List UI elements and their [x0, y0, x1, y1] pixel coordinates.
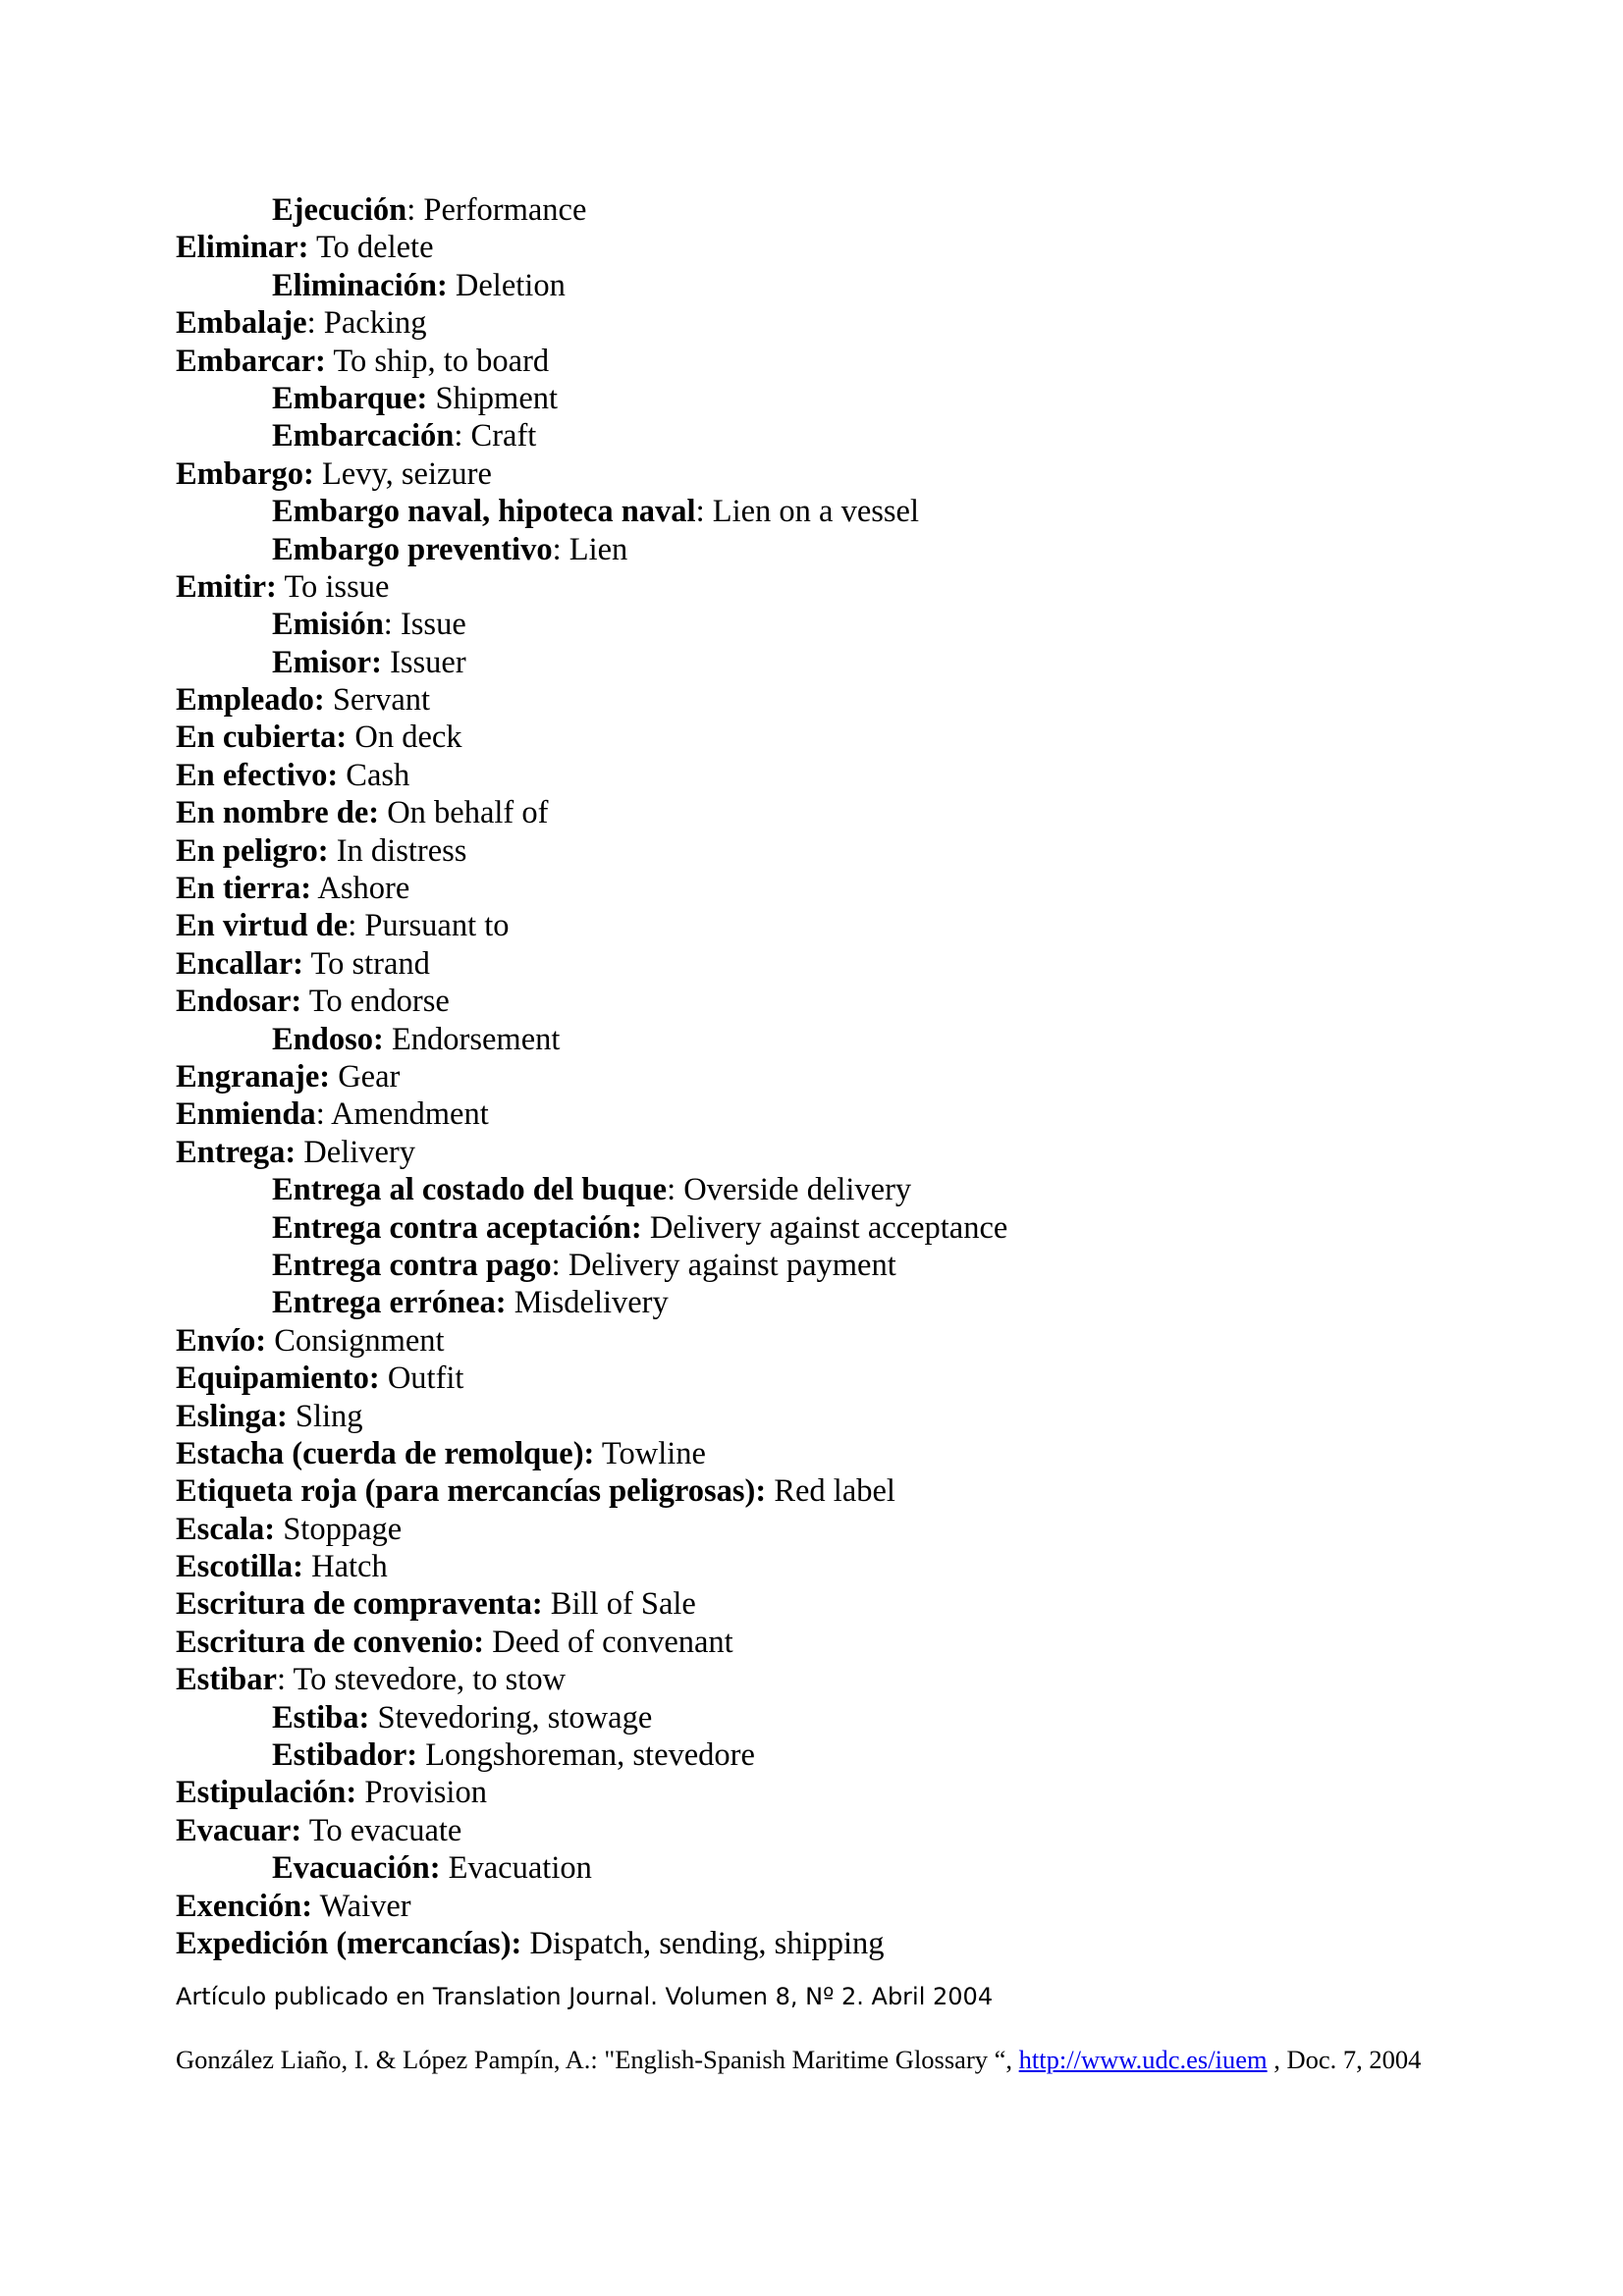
entry-separator: : — [695, 494, 713, 530]
entry-separator — [303, 946, 311, 982]
glossary-entry — [176, 1624, 1452, 1661]
entry-separator — [301, 984, 309, 1019]
entry-term: Endoso: — [272, 1021, 384, 1057]
entry-term: Evacuación: — [272, 1850, 441, 1887]
entry-term: Estipulación: — [176, 1775, 357, 1811]
entry-translation: To issue — [284, 568, 390, 605]
entry-term: Entrega contra aceptación: — [272, 1209, 642, 1246]
entry-separator: : — [276, 1662, 294, 1698]
entry-term: Estibar — [176, 1662, 277, 1698]
entry-term: Estibador: — [272, 1737, 418, 1774]
entry-separator — [379, 795, 387, 830]
entry-translation: Stevedoring, stowage — [377, 1699, 653, 1735]
entry-translation: Lien on a vessel — [712, 494, 920, 530]
glossary-entry — [176, 1774, 1452, 1811]
entry-term: En tierra: — [176, 871, 312, 907]
glossary-entry — [176, 1058, 1452, 1095]
entry-term: Eliminar: — [176, 230, 309, 266]
glossary-entry — [176, 1435, 1452, 1472]
entry-translation: Packing — [323, 305, 427, 342]
entry-separator: : — [551, 1247, 568, 1283]
entry-term: Encallar: — [176, 945, 303, 982]
entry-term: Eliminación: — [272, 267, 448, 303]
entry-separator — [301, 1813, 309, 1848]
glossary-subentry — [176, 531, 1452, 568]
entry-term: Emitir: — [176, 568, 277, 605]
glossary-entry — [176, 1360, 1452, 1397]
entry-separator — [642, 1210, 650, 1246]
glossary-entry — [176, 1398, 1452, 1435]
entry-translation: Misdelivery — [514, 1285, 669, 1321]
publication-note: Artículo publicado en Translation Journal. Volumen 8, Nº 2. Abril 2004 — [176, 1983, 994, 2010]
entry-translation: Levy, seizure — [321, 455, 492, 492]
entry-separator: : — [383, 607, 401, 643]
entry-translation: Consignment — [274, 1322, 445, 1359]
entry-translation: Bill of Sale — [550, 1586, 696, 1623]
glossary-entry — [176, 1134, 1452, 1171]
glossary-entry — [176, 1511, 1452, 1548]
entry-term: Etiqueta roja (para mercancías peligrosas): — [176, 1473, 767, 1510]
glossary-entry — [176, 1322, 1452, 1360]
entry-term: Escotilla: — [176, 1549, 303, 1585]
entry-translation: Shipment — [435, 380, 559, 416]
glossary-entry — [176, 304, 1452, 342]
entry-translation: Evacuation — [448, 1850, 592, 1887]
entry-translation: Stoppage — [283, 1511, 403, 1547]
entry-term: En cubierta: — [176, 720, 348, 756]
entry-separator: : — [552, 531, 569, 567]
glossary-entry — [176, 1812, 1452, 1849]
entry-translation: Endorsement — [391, 1021, 561, 1057]
glossary-subentry — [176, 1699, 1452, 1736]
entry-separator — [314, 456, 322, 492]
glossary-entry — [176, 455, 1452, 493]
entry-separator: : — [667, 1172, 684, 1208]
entry-term: Engranaje: — [176, 1058, 331, 1095]
glossary-entry — [176, 870, 1452, 907]
entry-term: Embarcación — [272, 418, 455, 454]
entry-term: Entrega: — [176, 1134, 297, 1170]
entry-term: Equipamiento: — [176, 1361, 380, 1397]
glossary-entry — [176, 945, 1452, 983]
entry-translation: Deletion — [455, 267, 566, 303]
entry-separator — [380, 1361, 388, 1396]
glossary-entry — [176, 229, 1452, 266]
entry-term: Embargo naval, hipoteca naval — [272, 494, 696, 530]
entry-separator — [448, 268, 456, 303]
citation-link[interactable]: http://www.udc.es/iuem — [1018, 2045, 1268, 2074]
entry-separator — [288, 1399, 296, 1434]
entry-term: Embarcar: — [176, 343, 326, 379]
entry-term: Expedición (mercancías): — [176, 1925, 522, 1961]
glossary-subentry — [176, 1736, 1452, 1774]
entry-term: Evacuar: — [176, 1812, 302, 1848]
entry-separator: : — [406, 192, 424, 228]
entry-term: Enmienda — [176, 1096, 316, 1133]
entry-translation: Craft — [470, 418, 537, 454]
entry-separator — [308, 230, 316, 265]
entry-term: En nombre de: — [176, 795, 380, 831]
entry-term: Envío: — [176, 1322, 267, 1359]
entry-translation: Longshoreman, stevedore — [425, 1737, 755, 1774]
entry-separator: : — [348, 908, 365, 944]
entry-separator — [441, 1850, 449, 1886]
glossary-subentry — [176, 267, 1452, 304]
entry-translation: To ship, to board — [333, 343, 550, 379]
glossary-entry — [176, 1585, 1452, 1623]
entry-translation: Lien — [568, 531, 628, 567]
citation-suffix: , Doc. 7, 2004 — [1267, 2045, 1422, 2074]
glossary-entry — [176, 794, 1452, 831]
entry-translation: Pursuant to — [364, 908, 510, 944]
glossary-entry — [176, 343, 1452, 380]
glossary-subentry — [176, 606, 1452, 643]
entry-separator — [330, 1059, 338, 1095]
entry-translation: Towline — [601, 1435, 706, 1471]
entry-separator — [382, 645, 390, 680]
entry-translation: Deed of convenant — [492, 1624, 733, 1660]
glossary-entry — [176, 1888, 1452, 1925]
entry-translation: Issuer — [390, 644, 466, 680]
glossary-entries — [176, 191, 1452, 1962]
entry-translation: On behalf of — [387, 795, 549, 831]
entry-term: En peligro: — [176, 832, 329, 869]
entry-term: Emisión — [272, 607, 384, 643]
glossary-subentry — [176, 1284, 1452, 1321]
entry-translation: To endorse — [308, 984, 450, 1020]
entry-separator: : — [454, 418, 471, 454]
glossary-subentry — [176, 1021, 1452, 1058]
glossary-entry — [176, 1925, 1452, 1962]
entry-translation: Gear — [338, 1058, 401, 1095]
entry-term: Entrega al costado del buque — [272, 1172, 668, 1208]
glossary-subentry — [176, 380, 1452, 417]
entry-translation: Dispatch, sending, shipping — [529, 1925, 885, 1961]
glossary-entry — [176, 719, 1452, 756]
entry-separator — [384, 1022, 392, 1057]
entry-term: Embalaje — [176, 305, 307, 342]
glossary-entry — [176, 568, 1452, 606]
entry-translation: Cash — [346, 757, 410, 793]
entry-term: Entrega contra pago — [272, 1247, 552, 1283]
entry-translation: To strand — [310, 945, 430, 982]
entry-term: Embarque: — [272, 380, 428, 416]
entry-separator: : — [306, 305, 324, 342]
glossary-entry — [176, 1095, 1452, 1133]
glossary-entry — [176, 1472, 1452, 1510]
entry-translation: On deck — [354, 720, 462, 756]
entry-term: Embargo preventivo — [272, 531, 553, 567]
entry-separator — [325, 682, 333, 718]
citation-text: González Liaño, I. & López Pampín, A.: "English-Spanish Maritime Glossary “, — [176, 2045, 1019, 2074]
entry-term: Exención: — [176, 1888, 313, 1924]
entry-separator — [303, 1549, 311, 1584]
entry-translation: Overside delivery — [683, 1172, 912, 1208]
entry-translation: Issue — [400, 607, 466, 643]
glossary-entry — [176, 1661, 1452, 1698]
entry-separator — [543, 1586, 551, 1622]
entry-translation: Ashore — [317, 871, 410, 907]
glossary-entry — [176, 681, 1452, 719]
entry-term: En virtud de — [176, 908, 349, 944]
entry-separator — [594, 1436, 602, 1471]
entry-separator — [507, 1285, 514, 1320]
citation — [176, 2044, 1452, 2075]
glossary-entry — [176, 983, 1452, 1020]
entry-term: Eslinga: — [176, 1398, 288, 1434]
entry-translation: In distress — [336, 832, 467, 869]
entry-separator — [417, 1737, 425, 1773]
entry-term: Estacha (cuerda de remolque): — [176, 1435, 595, 1471]
entry-term: Ejecución — [272, 192, 407, 228]
entry-term: En efectivo: — [176, 757, 339, 793]
glossary-entry — [176, 832, 1452, 870]
entry-translation: Outfit — [387, 1361, 464, 1397]
entry-term: Endosar: — [176, 984, 302, 1020]
glossary-subentry — [176, 1849, 1452, 1887]
entry-term: Embargo: — [176, 455, 314, 492]
entry-translation: To delete — [315, 230, 434, 266]
glossary-subentry — [176, 417, 1452, 454]
entry-translation: Delivery against acceptance — [649, 1209, 1008, 1246]
entry-translation: Delivery — [303, 1134, 415, 1170]
entry-separator — [329, 833, 337, 869]
entry-term: Estiba: — [272, 1699, 370, 1735]
entry-separator: : — [315, 1096, 332, 1133]
glossary-subentry — [176, 644, 1452, 681]
entry-translation: Delivery against payment — [568, 1247, 896, 1283]
glossary-subentry — [176, 1209, 1452, 1247]
entry-translation: Amendment — [331, 1096, 489, 1133]
entry-translation: Provision — [364, 1775, 487, 1811]
entry-term: Emisor: — [272, 644, 382, 680]
entry-term: Escritura de convenio: — [176, 1624, 485, 1660]
entry-translation: Performance — [423, 192, 587, 228]
entry-term: Empleado: — [176, 682, 325, 719]
glossary-subentry — [176, 1171, 1452, 1208]
entry-separator — [312, 1889, 320, 1924]
entry-translation: To evacuate — [308, 1812, 462, 1848]
glossary-subentry — [176, 191, 1452, 229]
glossary-subentry — [176, 1247, 1452, 1284]
glossary-entry — [176, 1548, 1452, 1585]
entry-translation: To stevedore, to stow — [293, 1662, 567, 1698]
entry-term: Escala: — [176, 1511, 276, 1547]
entry-term: Entrega errónea: — [272, 1285, 507, 1321]
entry-term: Escritura de compraventa: — [176, 1586, 543, 1623]
entry-translation: Hatch — [311, 1549, 388, 1585]
entry-translation: Sling — [295, 1398, 363, 1434]
glossary-subentry — [176, 493, 1452, 530]
entry-translation: Red label — [774, 1473, 895, 1510]
glossary-entry — [176, 757, 1452, 794]
entry-translation: Servant — [332, 682, 431, 719]
glossary-entry — [176, 907, 1452, 944]
entry-translation: Waiver — [319, 1888, 411, 1924]
